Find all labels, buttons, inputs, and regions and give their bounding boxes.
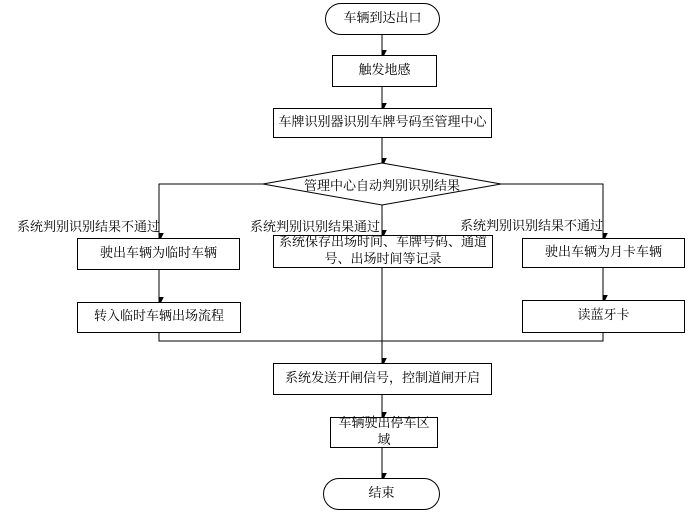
- node-save-exit-records: 系统保存出场时间、车牌号码、通道号、出场时间等记录: [273, 235, 493, 268]
- node-temp-exit-flow: 转入临时车辆出场流程: [77, 302, 241, 333]
- node-decision-auto-judge: 管理中心自动判别识别结果: [303, 178, 460, 194]
- edge-label-middle-passed: 系统判别识别结果通过: [249, 220, 380, 235]
- node-plate-recognition: 车牌识别器识别车牌号码至管理中心: [273, 108, 492, 138]
- edge-label-left-not-passed: 系统判别识别结果不通过: [16, 220, 160, 235]
- node-send-open-gate-signal: 系统发送开闸信号，控制道闸开启: [273, 363, 492, 395]
- node-trigger-ground-sensor: 触发地感: [332, 55, 437, 87]
- edge-read-card-merge: [382, 333, 603, 341]
- node-vehicle-arrives-exit: 车辆到达出口: [325, 3, 440, 35]
- node-monthly-card-vehicle: 驶出车辆为月卡车辆: [522, 238, 685, 268]
- node-end: 结束: [323, 478, 440, 510]
- edge-decision-temp-vehicle: [159, 184, 263, 238]
- node-temp-vehicle: 驶出车辆为临时车辆: [77, 238, 240, 270]
- node-exit-parking-area: 车辆驶出停车区域: [330, 417, 438, 448]
- edge-label-right-not-passed: 系统判别识别结果不通过: [459, 219, 603, 234]
- node-read-bluetooth-card: 读蓝牙卡: [522, 300, 685, 333]
- edge-temp-flow-merge: [159, 333, 382, 341]
